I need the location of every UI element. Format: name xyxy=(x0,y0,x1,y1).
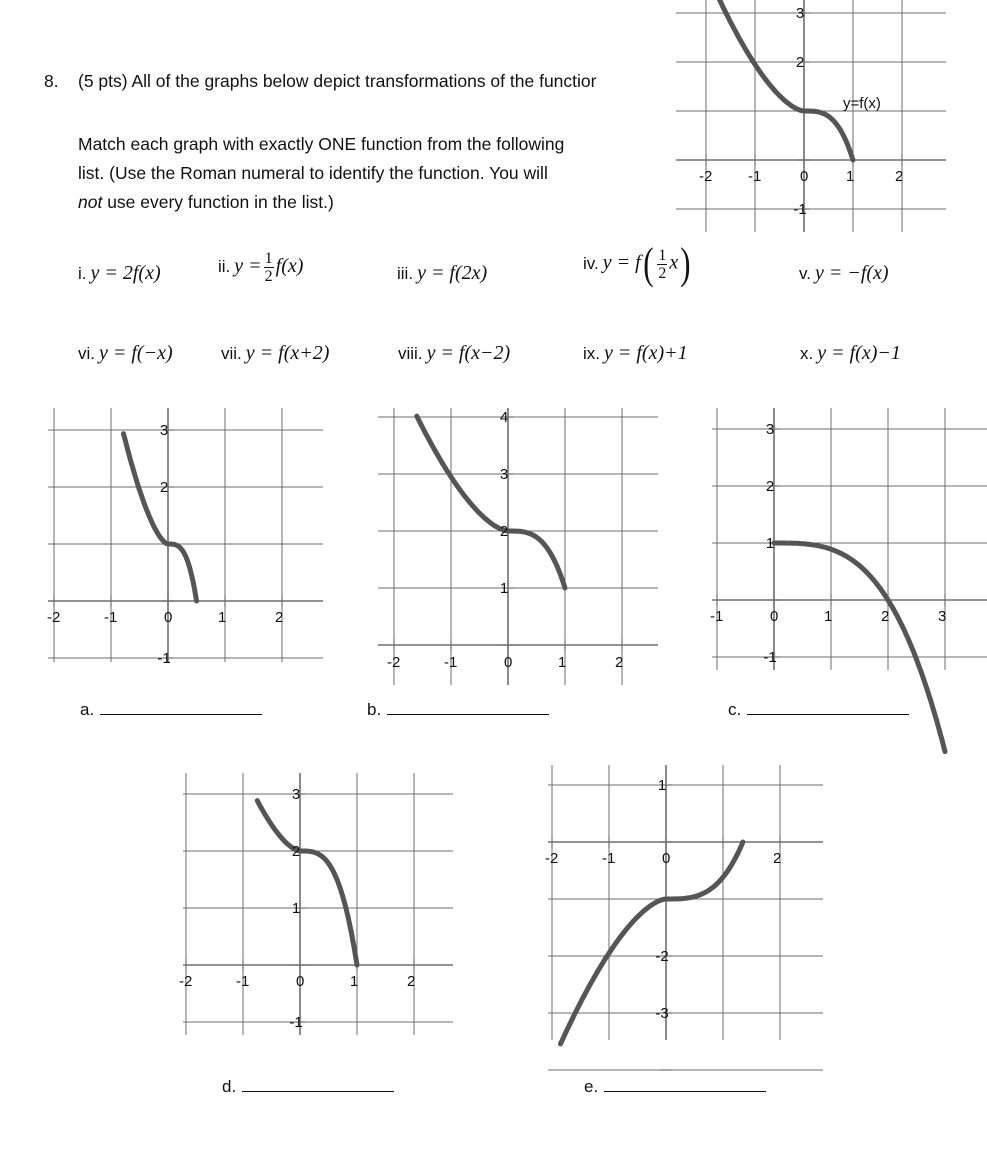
x-tick-label: 0 xyxy=(662,850,671,867)
instructions-line-1: Match each graph with exactly ONE function from the following xyxy=(78,134,565,154)
x-tick-label: 2 xyxy=(615,654,624,671)
graph-c xyxy=(712,400,987,670)
y-tick-label: 1 xyxy=(291,900,301,917)
instructions-emphasis: not xyxy=(78,192,103,212)
instructions-line-2: list. (Use the Roman numeral to identify the function. You will xyxy=(78,163,548,183)
y-tick-label: 3 xyxy=(795,5,805,22)
x-tick-label: 1 xyxy=(558,654,567,671)
graph-b xyxy=(378,400,658,685)
question-number: 8. xyxy=(44,71,59,91)
function-curve xyxy=(124,434,197,601)
function-curve xyxy=(561,842,743,1044)
x-tick-label: 2 xyxy=(407,973,416,990)
x-tick-label: 1 xyxy=(824,608,833,625)
function-curve xyxy=(257,801,357,965)
y-tick-label: -3 xyxy=(655,1005,669,1022)
y-tick-label: 3 xyxy=(499,466,509,483)
x-tick-label: -1 xyxy=(104,609,118,626)
function-v: v. y = −f(x) xyxy=(799,262,889,284)
y-tick-label: 2 xyxy=(291,843,301,860)
answer-b: b. xyxy=(367,700,549,720)
x-tick-label: -1 xyxy=(710,608,724,625)
function-vi: vi. y = f(−x) xyxy=(78,342,173,364)
x-tick-label: -1 xyxy=(602,850,616,867)
y-tick-label: 3 xyxy=(159,422,169,439)
x-tick-label: -1 xyxy=(748,168,762,185)
x-tick-label: -2 xyxy=(699,168,713,185)
x-tick-label: 1 xyxy=(846,168,855,185)
answer-d: d. xyxy=(222,1077,394,1097)
function-iv: iv. y = f( $\frac{1}{2}$ x) xyxy=(583,239,691,288)
x-tick-label: 1 xyxy=(218,609,227,626)
x-tick-label: -1 xyxy=(444,654,458,671)
question-title xyxy=(44,71,596,92)
y-tick-label: 1 xyxy=(765,535,775,552)
x-tick-label: 2 xyxy=(895,168,904,185)
x-tick-label: 0 xyxy=(164,609,173,626)
x-tick-label: -2 xyxy=(179,973,193,990)
x-tick-label: 2 xyxy=(881,608,890,625)
answer-blank-b[interactable] xyxy=(387,700,549,715)
answer-blank-d[interactable] xyxy=(242,1077,394,1092)
graph-e xyxy=(545,765,823,1040)
instructions xyxy=(78,130,668,217)
x-tick-label: 2 xyxy=(773,850,782,867)
answer-e: e. xyxy=(584,1077,766,1097)
y-tick-label: 3 xyxy=(291,786,301,803)
instructions-line-3: not use every function in the list.) xyxy=(78,192,334,212)
function-vii: vii. y = f(x+2) xyxy=(221,342,330,364)
answer-c: c. xyxy=(728,700,909,720)
y-tick-label: 4 xyxy=(499,409,509,426)
function-curve xyxy=(417,416,565,588)
x-tick-label: -2 xyxy=(387,654,401,671)
y-tick-label: -2 xyxy=(655,948,669,965)
y-tick-label: -1 xyxy=(763,649,777,666)
question-text: (5 pts) All of the graphs below depict transformations of the functior xyxy=(78,71,597,91)
function-ix: ix. y = f(x)+1 xyxy=(583,342,688,364)
function-ii: ii. y = $\frac{1}{2}$ f(x) xyxy=(218,250,304,285)
function-iii: iii. y = f(2x) xyxy=(397,262,488,284)
function-curve xyxy=(711,0,853,160)
y-tick-label: 2 xyxy=(765,478,775,495)
function-curve xyxy=(774,543,945,752)
y-tick-label: 2 xyxy=(795,54,805,71)
x-tick-label: 2 xyxy=(275,609,284,626)
y-tick-label: -1 xyxy=(157,650,171,667)
graph-d xyxy=(179,765,453,1040)
x-tick-label: 1 xyxy=(350,973,359,990)
reference-graph xyxy=(676,0,946,230)
x-tick-label: 0 xyxy=(504,654,513,671)
answer-blank-a[interactable] xyxy=(100,700,262,715)
x-tick-label: 0 xyxy=(296,973,305,990)
x-tick-label: 0 xyxy=(800,168,809,185)
x-tick-label: -2 xyxy=(47,609,61,626)
answer-blank-c[interactable] xyxy=(747,700,909,715)
function-viii: viii. y = f(x−2) xyxy=(398,342,511,364)
x-tick-label: -1 xyxy=(236,973,250,990)
y-tick-label: 1 xyxy=(499,580,509,597)
answer-blank-e[interactable] xyxy=(604,1077,766,1092)
y-tick-label: 1 xyxy=(657,777,667,794)
function-i: i. y = 2f(x) xyxy=(78,262,161,284)
x-tick-label: 0 xyxy=(770,608,779,625)
x-tick-label: 3 xyxy=(938,608,947,625)
answer-a: a. xyxy=(80,700,262,720)
graph-a xyxy=(48,400,323,670)
y-tick-label: 2 xyxy=(159,479,169,496)
x-tick-label: -2 xyxy=(545,850,559,867)
curve-label: y=f(x) xyxy=(843,95,881,112)
y-tick-label: 3 xyxy=(765,421,775,438)
y-tick-label: -1 xyxy=(793,201,807,218)
function-x: x. y = f(x)−1 xyxy=(800,342,901,364)
y-tick-label: -1 xyxy=(289,1014,303,1031)
y-tick-label: 2 xyxy=(499,523,509,540)
